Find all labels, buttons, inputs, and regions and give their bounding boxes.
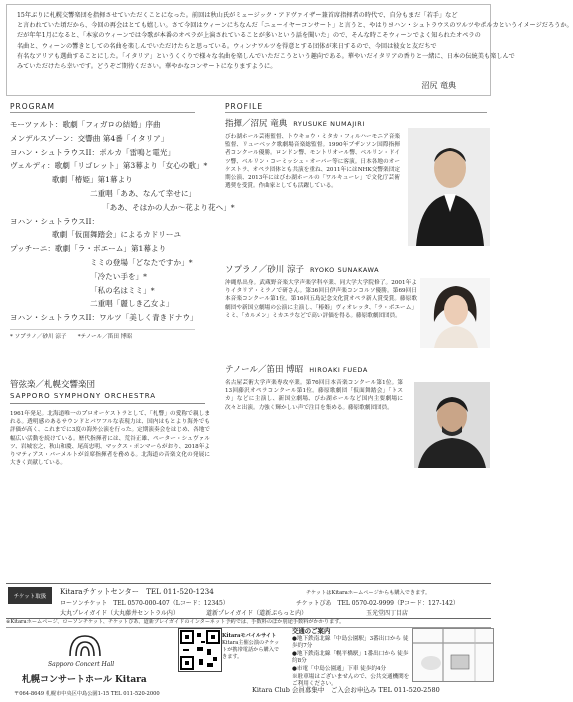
program-item: プッチーニ：歌劇「ラ・ボエーム」第1幕より (10, 244, 167, 254)
ticket-daimaru: 大丸プレイガイド（大丸藤井セントラル内） (60, 610, 179, 617)
ticket-footnote: ※Kitaraホームページ、ローソンチケット、チケットぴあ、道新プレイガイドのインターネット予約では、手数料のほか別途手数料がかかります。 (6, 618, 491, 628)
ticket-kitara-center: Kitaraチケットセンター TEL 011-520-1234 (60, 587, 214, 596)
profile-tenor-bio: 名古屋芸術大学声楽専攻卒業。第76回日本音楽コンクール第1位。第13回藤沢オペラコンクール第1位。藤原歌劇団「仮面舞踏会」「トスカ」などに主演し、新国立劇場、びわ湖ホールなど国内主要劇場に次々と出演。力強く輝かしい声で注目を集める。藤原歌劇団団員。 (225, 380, 403, 411)
program-item: ヨハン・シュトラウスII： (10, 216, 100, 226)
orchestra-section (10, 378, 210, 467)
access-line-1: ●地下鉄南北線「中島公園駅」3番出口から 徒歩約7分 (292, 635, 409, 650)
program-item: 二重唱「ああ、なんて幸せに」 (90, 188, 197, 198)
program-title: PROGRAM (10, 102, 195, 113)
program-item: ヨハン・シュトラウスII：ポルカ「雷鳴と電光」 (10, 147, 176, 157)
kitara-club-info: Kitara Club 会員募集中 ご入会お申込み TEL 011-520-2580 (252, 686, 440, 694)
kitara-logo-icon (66, 634, 104, 658)
orchestra-roman: SAPPORO SYMPHONY ORCHESTRA (10, 392, 205, 404)
profile-soprano-bio: 沖縄県出身。武蔵野音楽大学声楽学科卒業、同大学大学院修了。2001年よりイタリア・ミラノで研さん。第36回日伊声楽コンコルソ優勝。第69回日本音楽コンクール第1位。第16回五島記念文化賞オペラ新人賞受賞。藤原歌劇団や新国立劇場の公演に主演し、「椿姫」ヴィオレッタ、「ラ・ボエーム」ミミ、「カルメン」ミカエラなどで高い評価を得る。藤原歌劇団団員。 (225, 280, 417, 319)
program-item: 歌劇「椿姫」第1幕より (52, 175, 133, 185)
program-item: ヨハン・シュトラウスII：ワルツ「美しく青きドナウ」 (10, 313, 198, 323)
intro-line: みていただけたら幸いです。どうぞご期待ください。華やかなコンサートになりますように。 (17, 63, 277, 71)
program-note: * ソプラノ／砂川 涼子 *テノール／笛田 博昭 (10, 329, 195, 340)
hall-address: 〒064-8649 札幌市中央区中島公園1-15 TEL 011-520-2000 (14, 691, 160, 697)
ticket-kitara-center-note: チケットはKitaraホームページからも購入できます。 (306, 590, 431, 596)
ticket-pia: チケットぴあ TEL 0570-02-9999（Pコード：127-142） (296, 600, 459, 607)
mobile-site-title: Kitaraモバイルサイト (222, 633, 277, 639)
intro-line: と言われていた頃だから、今回の再会はとても嬉しい。さて今回はウィーンにちなんだ「ニューイヤーコンサート」と言うと、やはりヨハン・シュトラウスのワルツやポルカというイメージだろうか。 (17, 22, 573, 30)
hall-logo-caption: Sapporo Concert Hall (48, 661, 115, 668)
ticket-lawson: ローソンチケット TEL 0570-000-407（Lコード：12345） (60, 600, 229, 607)
intro-signature: 沼尻 竜典 (421, 80, 456, 90)
program-item: モーツァルト：歌劇「フィガロの結婚」序曲 (10, 120, 161, 129)
mobile-site-note: Kitara主催公演のチケットが携帯電話から購入できます。 (222, 640, 280, 660)
profile-tenor-roman: HIROAKI FUEDA (309, 366, 368, 374)
profile-soprano-roman: RYOKO SUNAKAWA (309, 266, 380, 274)
mobile-site-info (222, 633, 282, 661)
access-line-2: ●地下鉄南北線「幌平橋駅」1番出口から 徒歩約8分 (292, 650, 409, 665)
intro-line: 15年ぶりに札幌交響楽団を指揮させていただくことになった。前回は秋山氏がミュージック・アドヴァイザー兼首席指揮者の時代で、自分もまだ「若手」など (17, 12, 458, 19)
ticket-label: チケット取扱 (8, 587, 52, 604)
profile-conductor-roman: RYUSUKE NUMAJIRI (293, 120, 365, 128)
tenor-photo (414, 382, 490, 468)
soprano-photo (420, 278, 490, 348)
ticket-tamaki: 玉光堂四丁目店 (366, 610, 409, 617)
access-line-3: ●市電「中島公園通」下車 徒歩約4分 (292, 665, 387, 672)
intro-text (17, 11, 573, 72)
intro-line: 名曲と、ウィーンの響きとしての名曲を楽しんでいただけたらと思っている。ウィンナワルツを得意とする団体が来日するので、今回は彼女と友だちで (17, 42, 437, 50)
program-section (10, 102, 235, 342)
program-item: ミミの登場「どなたですか」* (90, 257, 193, 267)
profile-conductor-bio: びわ湖ホール芸術監督、トウキョウ・ミタカ・フィルハーモニア音楽監督、リューベック歌劇場音楽総監督。1990年ブザンソン国際指揮者コンクール優勝。ロンドン響、モントリオール響、ベルリン・ドイツ響、ベルリン・コーミッシェ・オーパー等に客演。日本各地のオーケストラ、オペラ団体とも共演を重ね、2011年にはNHK交響楽団定期公演、2013年にはびわ湖ホールの「ワルキューレ」で文化庁芸術選奨を受賞。作曲家としても活躍している。 (225, 134, 400, 190)
program-item: 歌劇「仮面舞踏会」によるカドリーユ (52, 230, 182, 240)
program-item: 「私の名はミミ」* (90, 285, 155, 295)
conductor-photo (408, 128, 490, 246)
qr-code[interactable] (178, 628, 222, 672)
program-list (10, 118, 235, 325)
orchestra-name: 管弦楽／札幌交響楽団 (10, 380, 96, 390)
ticket-dokushin: 道新プレイガイド（道新ぷらっと内） (206, 610, 308, 617)
program-item: メンデルスゾーン：交響曲 第4番「イタリア」 (10, 133, 169, 143)
intro-line: 有名なアリアも選曲することにした。「イタリア」というくくりで様々な名曲を楽しんでいただこうという趣向である。華やいだイタリアの香りと一緒に、日本の伝統美も楽しんで (17, 52, 515, 60)
orchestra-bio: 1961年発足。北海道唯一のプロオーケストラとして、「札響」の愛称で親しまれる。透明感のあるサウンドとパワフルな表現力は、国内はもとより海外でも評価が高く、これまでに3度の海外公演を行った。定期演奏会をはじめ、各地で幅広い活動を続けている。歴代指揮者には、荒谷正雄、ペーター・シュヴァルツ、岩城宏之、秋山和慶、尾高忠明、マックス・ポンマーらがおり、2018年よりマティアス・バーメルトが首席指揮者を務める。北海道の音楽文化の発展に大きく貢献している。 (10, 411, 210, 467)
hall-logo-block (14, 634, 164, 684)
program-item: ヴェルディ：歌劇「リゴレット」第3幕より「女心の歌」* (10, 161, 208, 171)
intro-line: だが年年1月になると、「本家のウィーンでは今歌が本番のオペラが上演されていることが多いという話を聞いた」ので、そんな時こそウィーンでよく知られたオペラの (17, 32, 481, 40)
profile-tenor-name: テノール／笛田 博昭 (225, 365, 304, 375)
access-title: 交通のご案内 (292, 627, 331, 635)
program-item: 二重唱「麗しき乙女よ」 (90, 299, 174, 309)
program-item: 「ああ、そはかの人か〜花より花へ」* (102, 202, 235, 212)
access-info (292, 628, 412, 689)
profile-title: PROFILE (225, 102, 487, 113)
profile-soprano-name: ソプラノ／砂川 涼子 (225, 265, 304, 275)
access-map (412, 628, 494, 682)
access-line-4: ※駐車場はございませんので、公共交通機関をご利用ください。 (292, 673, 410, 688)
profile-soprano-header (225, 263, 487, 275)
profile-tenor-header (225, 363, 487, 375)
hall-name: 札幌コンサートホール Kitara (22, 675, 147, 685)
profile-conductor-name: 指揮／沼尻 竜典 (225, 119, 288, 129)
ticket-info-bar (6, 583, 491, 619)
intro-message-box (6, 4, 573, 96)
program-item: 「冷たい手を」* (90, 271, 147, 281)
